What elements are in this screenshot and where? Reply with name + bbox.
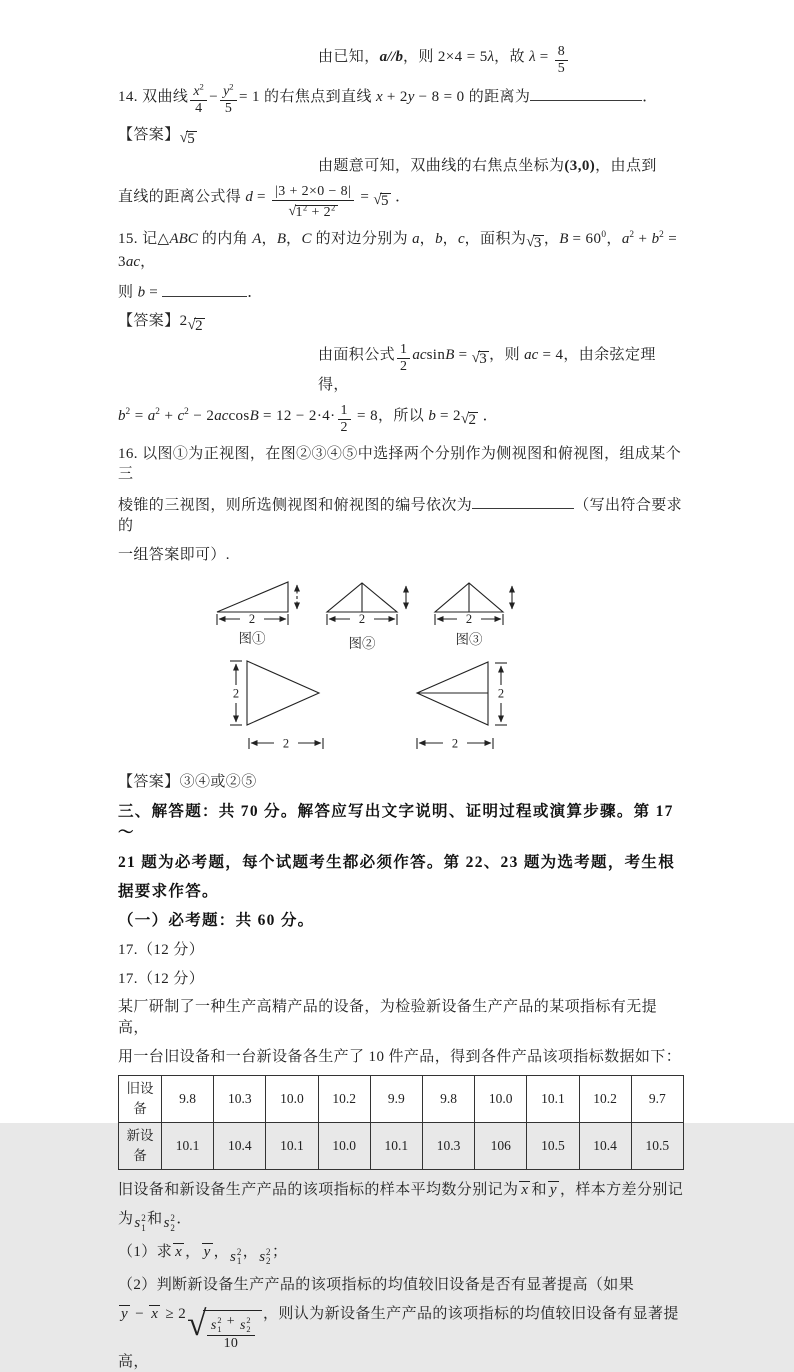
three-view-figures <box>118 573 690 763</box>
question-16-line-2: 棱锥的三视图，则所选侧视图和俯视图的编号依次为 （写出符合要求的 <box>118 493 684 537</box>
math-sup: 2 <box>629 229 635 240</box>
math-i: c <box>177 408 185 425</box>
table-cell: 10.3 <box>214 1076 266 1123</box>
math-i: b <box>651 230 660 247</box>
figure-3-base-dim: 2 <box>465 612 473 627</box>
table-cell: 10.0 <box>475 1076 527 1123</box>
math-f: $\frac{x^2}{4}$ <box>190 84 207 116</box>
table-row <box>119 1123 684 1170</box>
math-i: b <box>428 408 436 425</box>
math-r: √ 3 <box>471 350 488 368</box>
math-r: √ 5 <box>373 192 389 210</box>
math-i: b <box>435 230 443 247</box>
table-cell: 10.3 <box>422 1123 474 1170</box>
math-ov: x <box>521 1182 529 1199</box>
answer-blank <box>530 85 642 101</box>
figure-2-base-dim: 2 <box>358 612 366 627</box>
figure-1-label: 图① <box>238 631 266 647</box>
table-row-header: 新设备 <box>119 1123 162 1170</box>
table-cell: 10.0 <box>318 1123 370 1170</box>
question-17-text-line-2: 用一台旧设备和一台新设备各生产了 10 件产品，得到各件产品该项指标数据如下： <box>118 1048 682 1065</box>
solution-13-line: 由已知，a//b，则 2×4 = 5λ，故 λ = $\frac{8}{5}$ <box>318 44 684 76</box>
table-cell: 10.1 <box>162 1123 214 1170</box>
math-sup: 2 <box>229 81 234 92</box>
math-r: √ 2 <box>460 411 477 429</box>
answer-14: 【答案】 √ 5 <box>118 126 196 147</box>
solution-15-line-1: 由面积公式 $\frac{1}{2}$ acsinB = √ 3 ，则 ac = 4，由余弦定理得， <box>318 342 656 393</box>
table-cell: 106 <box>475 1123 527 1170</box>
math-i: ABC <box>169 230 198 247</box>
math-i: ac <box>214 408 229 425</box>
figure-1-triangle <box>217 582 288 612</box>
math-ss: s 2 1 <box>134 1213 147 1233</box>
question-17-text-line-4: 为 s 2 1 和 s 2 2 ． <box>118 1210 192 1233</box>
math-i: C <box>301 230 312 247</box>
figure-4-height-dim: 2 <box>232 686 240 701</box>
math-r: √ 2 <box>187 316 204 334</box>
figure-1-base-dim: 2 <box>248 612 256 627</box>
math-sup: 0 <box>601 229 607 240</box>
math-i: x <box>376 89 383 105</box>
math-sup: 2 <box>331 202 336 213</box>
math-i: λ <box>487 48 495 65</box>
figure-5-base-dim: 2 <box>451 736 459 751</box>
math-i: d <box>245 188 253 205</box>
question-17-data-table <box>118 1075 684 1170</box>
answer-15: 【答案】2 √ 2 <box>118 313 204 334</box>
math-i: λ <box>529 48 536 65</box>
table-cell: 10.1 <box>527 1076 579 1123</box>
table-cell: 10.0 <box>266 1076 318 1123</box>
section-3-header-line-3: 据要求作答。 <box>118 883 219 901</box>
table-row <box>119 1076 684 1123</box>
question-15-line-1: 15. 记△ABC 的内角 A，B，C 的对边分别为 a，b，c，面积为 √ 3 ，$B = 60^0$，$a^2 + b^2 = 3ac$， <box>118 229 678 270</box>
section-3-header-line-1: 三、解答题：共 70 分。解答应写出文字说明、证明过程或演算步骤。第 17～ <box>118 802 674 842</box>
question-17-part-2-line-1: （2）判断新设备生产产品的该项指标的均值较旧设备是否有显著提高（如果 <box>118 1277 635 1294</box>
figure-block-question-16 <box>118 573 684 768</box>
table-cell: 10.1 <box>266 1123 318 1170</box>
math-i: B <box>276 230 287 247</box>
math-ss: s 2 1 <box>210 1316 222 1335</box>
math-bi: a//b <box>379 48 403 65</box>
math-f: $\frac{y^2}{5}$ <box>220 84 237 116</box>
math-sup: 2 <box>302 202 308 213</box>
section-answer-16-and-q17-intro <box>118 772 684 1067</box>
question-15-line-2: 则 b = ． <box>118 280 684 303</box>
figure-5-height-dim: 2 <box>497 686 505 701</box>
answer-blank <box>472 493 574 509</box>
math-i: b <box>137 284 146 301</box>
math-i: a <box>621 230 630 247</box>
math-sup: 2 <box>184 407 190 418</box>
figure-4-base-dim: 2 <box>282 736 290 751</box>
question-17-text-line-1: 某厂研制了一种生产高精产品的设备，为检验新设备生产产品的某项指标有无提高， <box>118 999 658 1036</box>
math-f: $\frac{8}{5}$ <box>555 44 568 76</box>
answer-16: 【答案】③④或②⑤ <box>118 774 257 791</box>
math-f: s 2 1 + s 2 2 10 <box>207 1314 255 1351</box>
solution-15-line-2: $b^2 = a^2 + c^2 - 2accosB = 12 - 2\cdot 4\cdot$ $\frac{1}{2}$ = 8，所以 b = 2 √ 2 ． <box>118 403 498 435</box>
math-i: ac <box>125 253 141 270</box>
table-cell: 10.5 <box>527 1123 579 1170</box>
math-ov: x <box>151 1306 159 1322</box>
section-questions-14-16 <box>118 44 684 565</box>
table-cell: 10.4 <box>214 1123 266 1170</box>
figure-4-triangle <box>247 661 319 725</box>
math-i: a <box>412 230 420 247</box>
math-r: √ s 2 1 + s 2 2 10 <box>187 1310 262 1351</box>
math-ss: s 2 2 <box>259 1246 271 1266</box>
math-r: √ $1^2 + 2^2$ <box>288 202 336 220</box>
subsection-1-header: （一）必考题：共 60 分。 <box>118 912 315 930</box>
math-ov: y <box>121 1306 129 1322</box>
math-b: (3,0) <box>564 157 596 174</box>
math-i: ac <box>524 347 539 364</box>
math-f: |3 + 2×0 − 8| √ $1^2 + 2^2$ <box>272 184 354 220</box>
math-r: √ 3 <box>526 233 542 251</box>
table-cell: 9.8 <box>422 1076 474 1123</box>
question-16-line-1: 16. 以图①为正视图，在图②③④⑤中选择两个分别作为侧视图和俯视图，组成某个三 <box>118 445 682 483</box>
question-17-number-repeat: 17.（12 分） <box>118 970 205 987</box>
math-i: ac <box>412 347 427 364</box>
math-i: B <box>445 347 455 364</box>
question-17-text-line-3: 旧设备和新设备生产产品的该项指标的样本平均数分别记为 x 和 y ，样本方差分别记 <box>118 1182 684 1199</box>
math-ov: y <box>549 1182 557 1199</box>
math-r: √ 5 <box>179 129 196 147</box>
solution-14-line-2: 直线的距离公式得 d = |3 + 2×0 − 8| √ $1^2 + 2^2$ = √ 5 ． <box>118 184 411 220</box>
question-14: 14. 双曲线 $\frac{x^2}{4}$ − $\frac{y^2}{5}$ = 1 的右焦点到直线 x + 2y − 8 = 0 的距离为 ． <box>118 81 658 116</box>
answer-blank <box>162 280 247 296</box>
math-i: A <box>252 230 262 247</box>
table-cell: 9.7 <box>631 1076 683 1123</box>
table-cell: 10.2 <box>318 1076 370 1123</box>
math-i: B <box>249 408 259 425</box>
table-cell: 10.4 <box>579 1123 631 1170</box>
question-17-part-2-line-2: y − x ≥ 2 √ s 2 1 + s 2 2 10 ，则认为新设备生产产品的该项指标的均值较旧设备有显著提高， <box>118 1304 679 1370</box>
figure-2-label: 图② <box>348 636 376 652</box>
solution-14-line-1: 由题意可知，双曲线的右焦点坐标为(3,0)，由点到 <box>318 157 657 174</box>
math-i: y <box>407 89 415 105</box>
question-17-part-1: （1）求 x ， y ， s 2 1 ， s 2 2 ； <box>118 1244 288 1266</box>
math-sup: 2 <box>155 407 161 418</box>
table-cell: 10.2 <box>579 1076 631 1123</box>
question-16-line-3: 一组答案即可）. <box>118 546 230 563</box>
math-ss: s 2 2 <box>239 1316 251 1335</box>
table-cell: 10.5 <box>631 1123 683 1170</box>
math-ov: y <box>203 1244 211 1261</box>
math-i: c <box>457 230 465 247</box>
table-cell: 10.1 <box>370 1123 422 1170</box>
table-row-header: 旧设备 <box>119 1076 162 1123</box>
math-ov: x <box>175 1244 183 1261</box>
math-i: B <box>559 230 569 247</box>
math-i: y <box>223 84 230 100</box>
math-sup: 2 <box>659 229 665 240</box>
section-question-17-parts <box>118 1180 684 1372</box>
math-f: $\frac{1}{2}$ <box>338 403 351 435</box>
math-ss: s 2 1 <box>230 1246 242 1266</box>
question-17-number: 17.（12 分） <box>118 941 205 958</box>
table-cell: 9.8 <box>162 1076 214 1123</box>
math-ss: s 2 2 <box>163 1213 176 1233</box>
math-sup: 2 <box>199 81 205 92</box>
math-i: a <box>147 408 156 425</box>
math-sup: 2 <box>125 407 131 418</box>
math-f: $\frac{1}{2}$ <box>397 342 410 374</box>
figure-3-label: 图③ <box>455 632 483 648</box>
math-i: b <box>118 408 126 425</box>
section-3-header-line-2: 21 题为必考题，每个试题考生都必须作答。第 22、23 题为选考题，考生根 <box>118 853 676 871</box>
math-i: x <box>193 84 200 100</box>
table-cell: 9.9 <box>370 1076 422 1123</box>
